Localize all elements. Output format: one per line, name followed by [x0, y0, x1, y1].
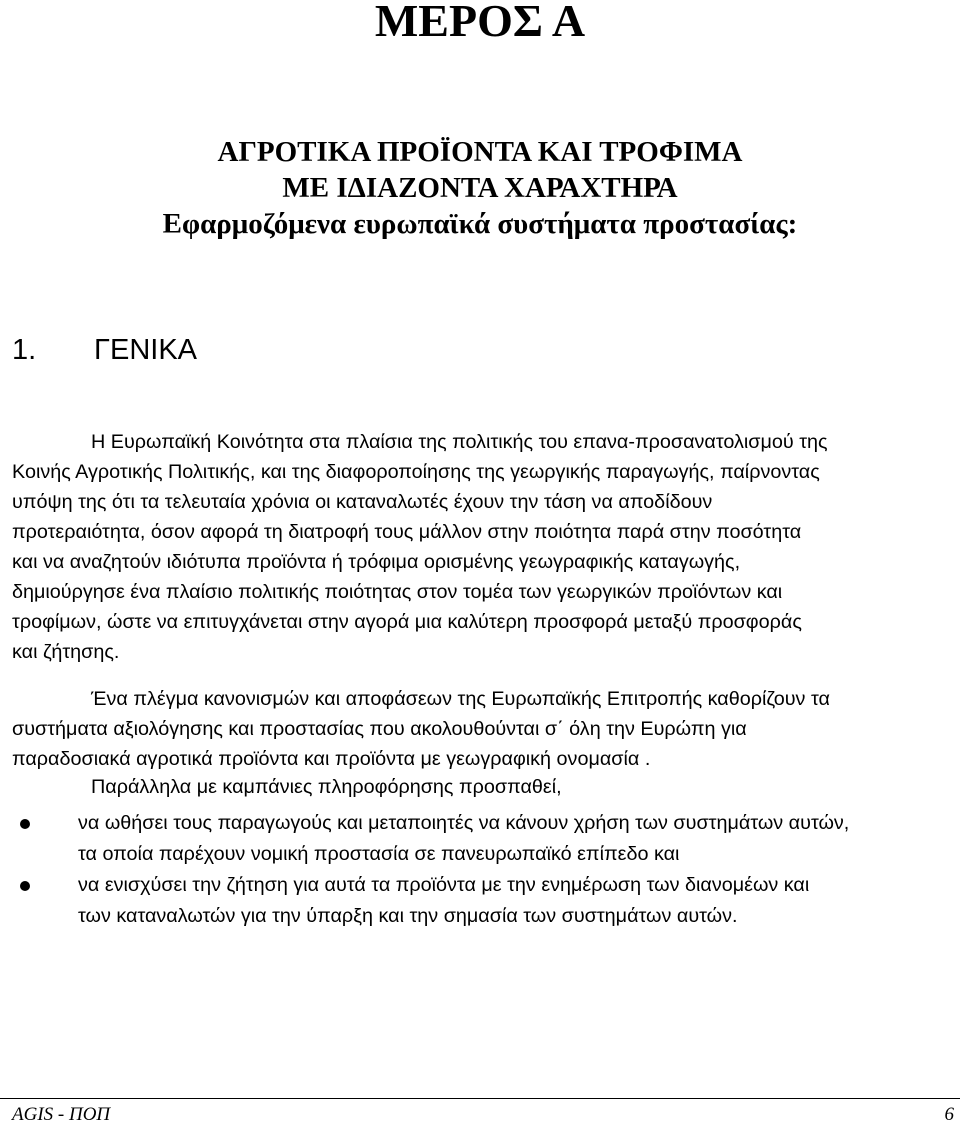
- subtitle-line: ΜΕ ΙΔΙΑΖΟΝΤΑ ΧΑΡΑΧΤΗΡΑ: [282, 172, 678, 204]
- section-heading: [12, 330, 197, 370]
- text-line: συστήματα αξιολόγησης και προστασίας που ακολουθούνται σ΄ όλη την Ευρώπη για: [12, 718, 747, 740]
- subtitle-line: ΑΓΡΟΤΙΚΑ ΠΡΟΪΟΝΤΑ ΚΑΙ ΤΡΟΦΙΜΑ: [217, 136, 743, 168]
- text-line: των καταναλωτών για την ύπαρξη και την σημασία των συστημάτων αυτών.: [78, 905, 738, 927]
- text-line: υπόψη της ότι τα τελευταία χρόνια οι καταναλωτές έχουν την τάση να αποδίδουν: [12, 491, 713, 513]
- bullet-item: [12, 870, 957, 932]
- text-line: τροφίμων, ώστε να επιτυγχάνεται στην αγορά μια καλύτερη προσφορά μεταξύ προσφοράς: [12, 611, 802, 633]
- text-line: να ωθήσει τους παραγωγούς και μεταποιητές να κάνουν χρήση των συστημάτων αυτών,: [78, 812, 850, 834]
- text-line: και να αναζητούν ιδιότυπα προϊόντα ή τρόφιμα ορισμένης γεωγραφικής καταγωγής,: [12, 551, 741, 573]
- text-line: Ένα πλέγμα κανονισμών και αποφάσεων της Ευρωπαϊκής Επιτροπής καθορίζουν τα: [91, 688, 830, 710]
- text-line: δημιούργησε ένα πλαίσιο πολιτικής ποιότητας στον τομέα των γεωργικών προϊόντων και: [12, 581, 783, 603]
- bullet-icon: [20, 881, 30, 891]
- paragraph-2: [12, 684, 957, 774]
- text-line: προτεραιότητα, όσον αφορά τη διατροφή τους μάλλον στην ποιότητα παρά στην ποσότητα: [12, 521, 802, 543]
- footer-rule: [0, 1098, 960, 1099]
- page-title: ΜΕΡΟΣ Α: [374, 0, 586, 46]
- text-line: και ζήτησης.: [12, 641, 120, 663]
- section-number: 1.: [12, 334, 37, 366]
- subtitle-line: Εφαρμοζόμενα ευρωπαϊκά συστήματα προστασίας:: [162, 208, 798, 240]
- paragraph-1: [12, 427, 957, 667]
- text-line: Κοινής Αγροτικής Πολιτικής, και της διαφοροποίησης της γεωργικής παραγωγής, παίρνοντας: [12, 461, 820, 483]
- section-title: ΓΕΝΙΚΑ: [94, 334, 198, 366]
- text-line: Η Ευρωπαϊκή Κοινότητα στα πλαίσια της πολιτικής του επανα-προσανατολισμού της: [91, 431, 828, 453]
- text-line: να ενισχύσει την ζήτηση για αυτά τα προϊόντα με την ενημέρωση των διανομέων και: [78, 874, 810, 896]
- bullet-item: [12, 808, 957, 870]
- footer-label: AGIS - ΠΟΠ: [12, 1104, 111, 1125]
- bullet-icon: [20, 819, 30, 829]
- text-line: παραδοσιακά αγροτικά προϊόντα και προϊόντα με γεωγραφική ονομασία .: [12, 748, 651, 770]
- text-line: Παράλληλα με καμπάνιες πληροφόρησης προσπαθεί,: [91, 776, 562, 798]
- paragraph-3: [12, 772, 957, 802]
- text-line: τα οποία παρέχουν νομική προστασία σε πανευρωπαϊκό επίπεδο και: [78, 843, 680, 865]
- page-number: 6: [944, 1104, 954, 1125]
- document-subtitle: [0, 134, 960, 242]
